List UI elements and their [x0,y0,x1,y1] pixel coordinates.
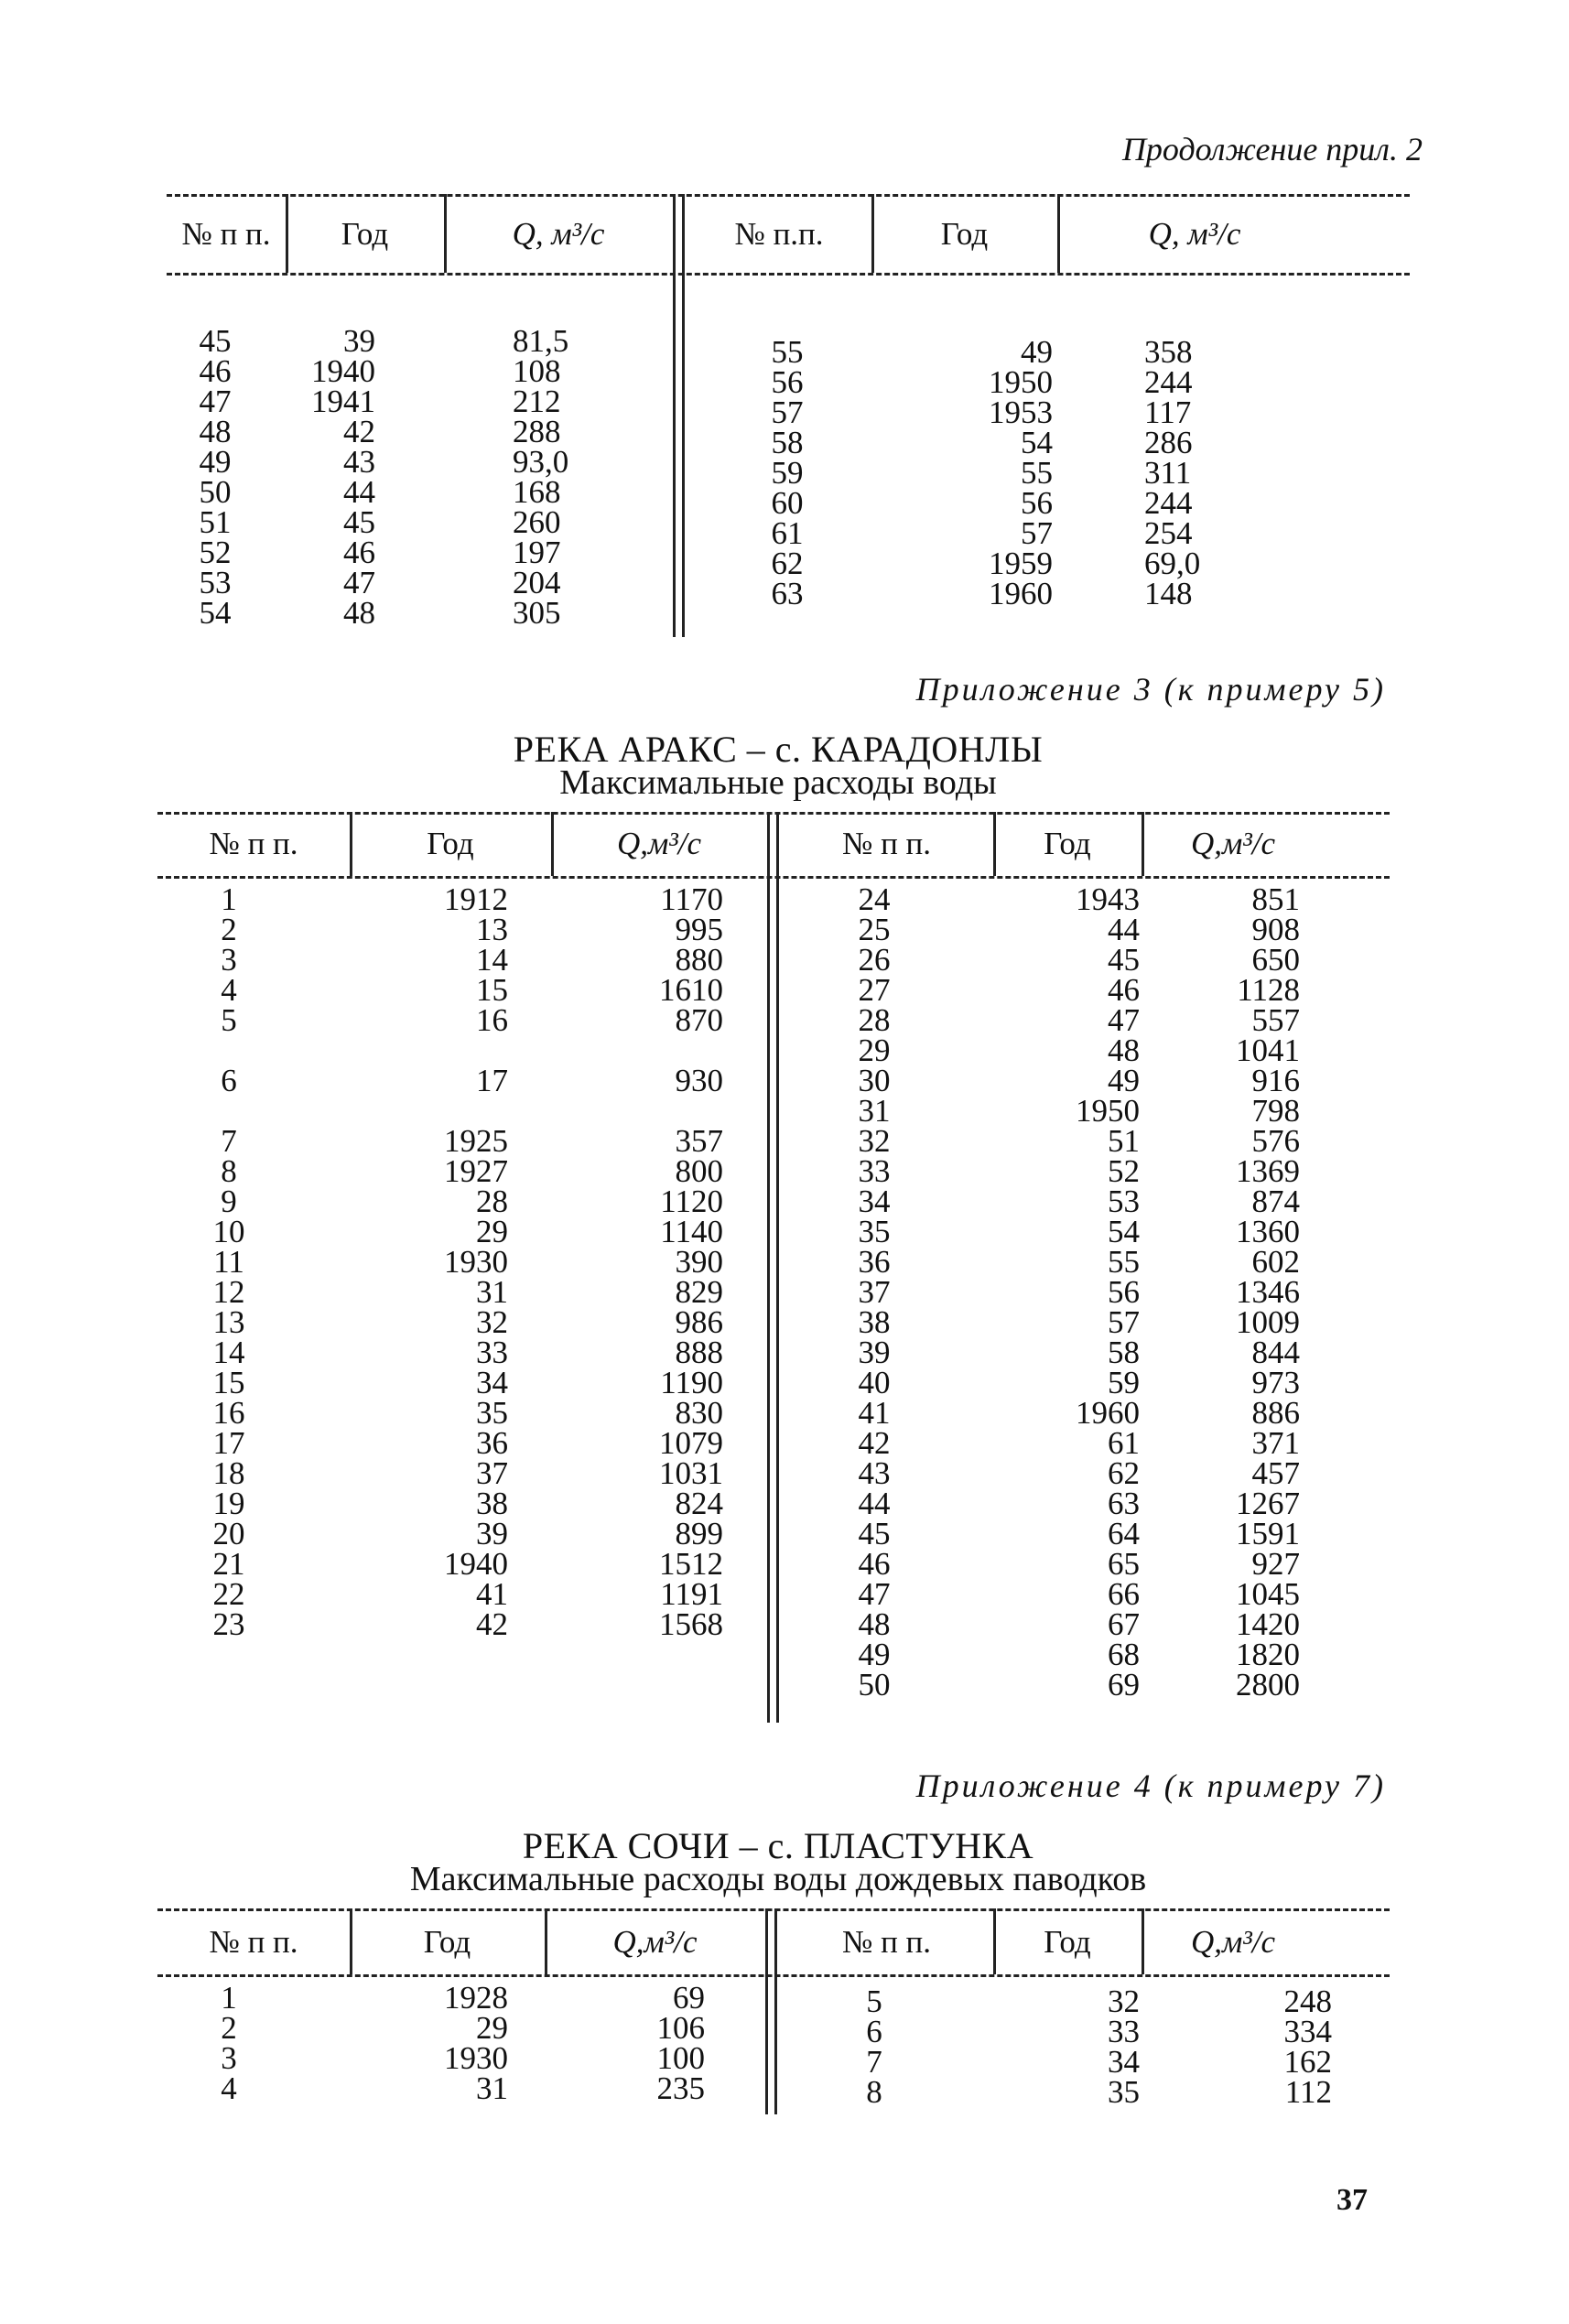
table-cell: 31 [858,1093,891,1129]
table-cell: 22 [212,1576,245,1612]
table-cell: 457 [1251,1455,1300,1491]
col-header-q: Q, м³/с [512,216,605,252]
table-cell: 34 [476,1365,508,1400]
table-cell: 47 [1108,1002,1140,1038]
table-cell: 244 [1144,364,1193,400]
table-cell: 9 [221,1184,237,1219]
table-cell: 20 [212,1516,245,1551]
table-cell: 1041 [1236,1032,1300,1068]
a3-col-header-q-2: Q,м³/с [1190,826,1276,861]
table-cell: 47 [343,565,375,600]
table-cell: 43 [343,444,375,480]
table-cell: 7 [866,2044,882,2080]
table-cell: 2 [221,912,237,947]
a3-col-header-q: Q,м³/с [616,826,702,861]
table-cell: 886 [1251,1395,1300,1431]
table-cell: 1930 [444,1244,508,1280]
table-cell: 1940 [311,353,375,389]
table-cell: 41 [476,1576,508,1612]
appendix4-label: Приложение 4 (к примеру 7) [915,1767,1386,1804]
table-cell: 1079 [659,1425,723,1461]
table-cell: 28 [476,1184,508,1219]
col-header-year: Год [341,216,389,252]
table-cell: 33 [858,1153,891,1189]
table-cell: 49 [858,1637,891,1672]
table-cell: 248 [1283,1984,1332,2019]
a4-right-nn [842,1984,906,2110]
table-cell: 1930 [444,2040,508,2076]
a3-right-year [1048,881,1140,1702]
table-cell: 798 [1251,1093,1300,1129]
table-cell: 4 [221,972,237,1008]
table-cell: 1191 [660,1576,723,1612]
table-cell: 69 [673,1980,705,2016]
table-cell: 57 [771,395,804,430]
table-cell: 986 [675,1304,723,1340]
table-cell: 37 [858,1274,891,1310]
a3-col-header-nn-2: № п п. [841,826,932,861]
table-cell: 557 [1251,1002,1300,1038]
row-spacer [417,1035,508,1065]
col-header-nn-2: № п.п. [734,216,824,252]
table-cell: 49 [199,444,232,480]
table-cell: 1925 [444,1123,508,1159]
a3-left-nn [197,881,261,1642]
table-cell: 1928 [444,1980,508,2016]
table-cell: 69,0 [1144,546,1201,581]
table-a-left-q [513,323,622,631]
table-cell: 1140 [660,1214,723,1249]
table-cell: 33 [1108,2014,1140,2049]
table-cell: 47 [199,384,232,419]
table-cell: 1820 [1236,1637,1300,1672]
table-cell: 59 [771,455,804,491]
table-cell: 1568 [659,1606,723,1642]
table-cell: 1 [221,881,237,917]
table-cell: 40 [858,1365,891,1400]
table-cell: 800 [675,1153,723,1189]
table-cell: 34 [858,1184,891,1219]
table-cell: 254 [1144,515,1193,551]
table-cell: 30 [858,1063,891,1098]
table-cell: 1045 [1236,1576,1300,1612]
col-header-q-2: Q, м³/с [1148,216,1241,252]
table-cell: 31 [476,2070,508,2106]
table-cell: 1610 [659,972,723,1008]
table-cell: 53 [199,565,232,600]
appendix4-title: РЕКА СОЧИ – с. ПЛАСТУНКА [522,1825,1034,1866]
table-cell: 204 [513,565,561,600]
table-cell: 148 [1144,576,1193,611]
table-cell: 68 [1108,1637,1140,1672]
table-cell: 49 [1021,334,1053,370]
table-cell: 357 [675,1123,723,1159]
table-cell: 69 [1108,1667,1140,1702]
table-cell: 576 [1251,1123,1300,1159]
table-cell: 995 [675,912,723,947]
table-cell: 916 [1251,1063,1300,1098]
table-cell: 880 [675,942,723,978]
table-cell: 1950 [989,364,1053,400]
table-cell: 16 [476,1002,508,1038]
table-cell: 58 [771,425,804,460]
appendix4-subtitle: Максимальные расходы воды дождевых паводков [409,1860,1147,1898]
table-cell: 39 [858,1335,891,1370]
table-cell: 927 [1251,1546,1300,1582]
table-cell: 899 [675,1516,723,1551]
table-cell: 61 [1108,1425,1140,1461]
table-cell: 48 [858,1606,891,1642]
table-cell: 870 [675,1002,723,1038]
a4-col-header-nn-2: № п п. [841,1924,932,1960]
table-cell: 25 [858,912,891,947]
a4-col-header-year: Год [423,1924,471,1960]
table-cell: 43 [858,1455,891,1491]
table-cell: 1267 [1236,1486,1300,1521]
table-cell: 60 [771,485,804,521]
table-cell: 212 [513,384,561,419]
table-cell: 1943 [1076,881,1140,917]
a4-left-nn [197,1980,261,2106]
table-cell: 57 [1108,1304,1140,1340]
table-cell: 24 [858,881,891,917]
table-cell: 1940 [444,1546,508,1582]
table-cell: 45 [1108,942,1140,978]
table-cell: 61 [771,515,804,551]
table-cell: 19 [212,1486,245,1521]
table-cell: 31 [476,1274,508,1310]
table-cell: 62 [771,546,804,581]
a3-right-q [1199,881,1300,1702]
table-cell: 45 [343,504,375,540]
table-cell: 42 [343,414,375,449]
table-cell: 1959 [989,546,1053,581]
table-cell: 13 [476,912,508,947]
table-cell: 17 [212,1425,245,1461]
table-cell: 117 [1144,395,1192,430]
table-cell: 1360 [1236,1214,1300,1249]
table-cell: 63 [1108,1486,1140,1521]
table-cell: 54 [199,595,232,631]
a4-col-header-q-2: Q,м³/с [1190,1924,1276,1960]
table-cell: 371 [1251,1425,1300,1461]
table-cell: 973 [1251,1365,1300,1400]
a3-right-nn [842,881,906,1702]
table-cell: 48 [1108,1032,1140,1068]
table-cell: 844 [1251,1335,1300,1370]
table-cell: 930 [675,1063,723,1098]
table-cell: 6 [221,1063,237,1098]
table-cell: 45 [199,323,232,359]
table-cell: 14 [212,1335,245,1370]
table-cell: 1190 [660,1365,723,1400]
table-cell: 305 [513,595,561,631]
table-cell: 34 [1108,2044,1140,2080]
col-header-nn: № п п. [181,216,271,252]
appendix3-title: РЕКА АРАКС – с. КАРАДОНЛЫ [513,729,1044,770]
table-cell: 39 [476,1516,508,1551]
table-cell: 46 [343,535,375,570]
table-cell: 51 [199,504,232,540]
table-cell: 62 [1108,1455,1140,1491]
a4-left-q [604,1980,705,2106]
table-cell: 1031 [659,1455,723,1491]
table-cell: 18 [212,1455,245,1491]
table-cell: 49 [1108,1063,1140,1098]
a3-left-q [622,881,723,1642]
table-cell: 56 [1021,485,1053,521]
table-cell: 54 [1108,1214,1140,1249]
table-cell: 1128 [1237,972,1300,1008]
row-spacer [622,1035,723,1065]
table-cell: 1960 [1076,1395,1140,1431]
table-cell: 29 [476,1214,508,1249]
table-cell: 1 [221,1980,237,2016]
table-cell: 48 [199,414,232,449]
table-cell: 53 [1108,1184,1140,1219]
table-cell: 106 [656,2010,705,2046]
a3-col-header-year-2: Год [1044,826,1091,861]
table-cell: 1170 [660,881,723,917]
table-cell: 52 [199,535,232,570]
table-cell: 1120 [660,1184,723,1219]
table-cell: 2 [221,2010,237,2046]
a4-right-year [1048,1984,1140,2110]
table-cell: 66 [1108,1576,1140,1612]
table-cell: 1941 [311,384,375,419]
table-cell: 67 [1108,1606,1140,1642]
table-cell: 168 [513,474,561,510]
appendix3-label: Приложение 3 (к примеру 5) [915,671,1386,708]
table-cell: 1953 [989,395,1053,430]
table-a-left-year [284,323,375,631]
a4-col-header-q: Q,м³/с [612,1924,698,1960]
table-a-right-q [1144,334,1254,611]
table-cell: 2800 [1236,1667,1300,1702]
table-cell: 112 [1284,2074,1332,2110]
table-cell: 1369 [1236,1153,1300,1189]
table-cell: 33 [476,1335,508,1370]
table-cell: 35 [858,1214,891,1249]
table-cell: 58 [1108,1335,1140,1370]
table-a-right-year [952,334,1053,611]
table-a-right-nn [760,334,815,611]
table-cell: 1591 [1236,1516,1300,1551]
table-cell: 42 [858,1425,891,1461]
table-cell: 4 [221,2070,237,2106]
table-cell: 29 [476,2010,508,2046]
table-cell: 908 [1251,912,1300,947]
table-cell: 32 [1108,1984,1140,2019]
table-cell: 824 [675,1486,723,1521]
table-cell: 32 [476,1304,508,1340]
table-cell: 8 [866,2074,882,2110]
table-cell: 1927 [444,1153,508,1189]
table-cell: 197 [513,535,561,570]
table-cell: 244 [1144,485,1193,521]
table-cell: 602 [1251,1244,1300,1280]
table-cell: 28 [858,1002,891,1038]
table-a-left-nn [183,323,247,631]
table-cell: 35 [476,1395,508,1431]
col-header-year-2: Год [940,216,989,252]
table-cell: 44 [858,1486,891,1521]
table-cell: 16 [212,1395,245,1431]
appendix3-subtitle: Максимальные расходы воды [559,763,997,802]
table-cell: 51 [1108,1123,1140,1159]
page-number: 37 [1336,2183,1368,2217]
table-cell: 358 [1144,334,1193,370]
table-cell: 5 [866,1984,882,2019]
table-cell: 829 [675,1274,723,1310]
table-cell: 11 [213,1244,244,1280]
table-cell: 888 [675,1335,723,1370]
table-cell: 14 [476,942,508,978]
table-cell: 1912 [444,881,508,917]
table-cell: 46 [199,353,232,389]
table-cell: 17 [476,1063,508,1098]
row-spacer [197,1035,261,1065]
table-cell: 21 [212,1546,245,1582]
table-cell: 56 [771,364,804,400]
table-cell: 55 [771,334,804,370]
table-cell: 56 [1108,1274,1140,1310]
a4-right-q [1240,1984,1332,2110]
a3-col-header-nn: № п п. [209,826,298,861]
table-cell: 55 [1108,1244,1140,1280]
table-cell: 38 [858,1304,891,1340]
table-cell: 100 [656,2040,705,2076]
table-cell: 44 [1108,912,1140,947]
table-cell: 311 [1144,455,1192,491]
table-cell: 1420 [1236,1606,1300,1642]
table-cell: 41 [858,1395,891,1431]
table-cell: 52 [1108,1153,1140,1189]
table-cell: 46 [1108,972,1140,1008]
table-cell: 390 [675,1244,723,1280]
table-cell: 12 [212,1274,245,1310]
a3-left-year [417,881,508,1642]
table-cell: 39 [343,323,375,359]
table-cell: 1346 [1236,1274,1300,1310]
table-cell: 3 [221,2040,237,2076]
a4-left-year [417,1980,508,2106]
table-cell: 64 [1108,1516,1140,1551]
continuation-label: Продолжение прил. 2 [1121,131,1423,168]
table-cell: 37 [476,1455,508,1491]
table-cell: 50 [858,1667,891,1702]
table-cell: 10 [212,1214,245,1249]
table-cell: 36 [858,1244,891,1280]
table-cell: 54 [1021,425,1053,460]
table-cell: 15 [212,1365,245,1400]
table-cell: 44 [343,474,375,510]
table-cell: 13 [212,1304,245,1340]
table-cell: 32 [858,1123,891,1159]
table-cell: 35 [1108,2074,1140,2110]
table-cell: 45 [858,1516,891,1551]
table-cell: 65 [1108,1546,1140,1582]
table-cell: 235 [656,2070,705,2106]
table-cell: 42 [476,1606,508,1642]
table-cell: 1009 [1236,1304,1300,1340]
table-cell: 93,0 [513,444,569,480]
table-cell: 874 [1251,1184,1300,1219]
table-cell: 7 [221,1123,237,1159]
table-cell: 47 [858,1576,891,1612]
table-cell: 36 [476,1425,508,1461]
row-spacer [417,1096,508,1126]
table-cell: 260 [513,504,561,540]
table-cell: 1960 [989,576,1053,611]
table-cell: 57 [1021,515,1053,551]
table-cell: 851 [1251,881,1300,917]
table-cell: 334 [1283,2014,1332,2049]
a4-col-header-year-2: Год [1044,1924,1091,1960]
table-cell: 27 [858,972,891,1008]
table-cell: 8 [221,1153,237,1189]
table-cell: 108 [513,353,561,389]
table-cell: 286 [1144,425,1193,460]
table-cell: 830 [675,1395,723,1431]
table-cell: 29 [858,1032,891,1068]
table-cell: 15 [476,972,508,1008]
table-cell: 63 [771,576,804,611]
table-cell: 59 [1108,1365,1140,1400]
table-cell: 6 [866,2014,882,2049]
table-cell: 50 [199,474,232,510]
table-cell: 650 [1251,942,1300,978]
a3-col-header-year: Год [427,826,474,861]
row-spacer [197,1096,261,1126]
table-cell: 38 [476,1486,508,1521]
table-cell: 3 [221,942,237,978]
table-cell: 5 [221,1002,237,1038]
row-spacer [622,1096,723,1126]
table-cell: 288 [513,414,561,449]
table-cell: 1950 [1076,1093,1140,1129]
table-cell: 1512 [659,1546,723,1582]
table-cell: 55 [1021,455,1053,491]
table-cell: 46 [858,1546,891,1582]
a4-col-header-nn: № п п. [209,1924,298,1960]
table-cell: 26 [858,942,891,978]
table-cell: 162 [1283,2044,1332,2080]
table-cell: 48 [343,595,375,631]
table-cell: 23 [212,1606,245,1642]
table-cell: 81,5 [513,323,569,359]
